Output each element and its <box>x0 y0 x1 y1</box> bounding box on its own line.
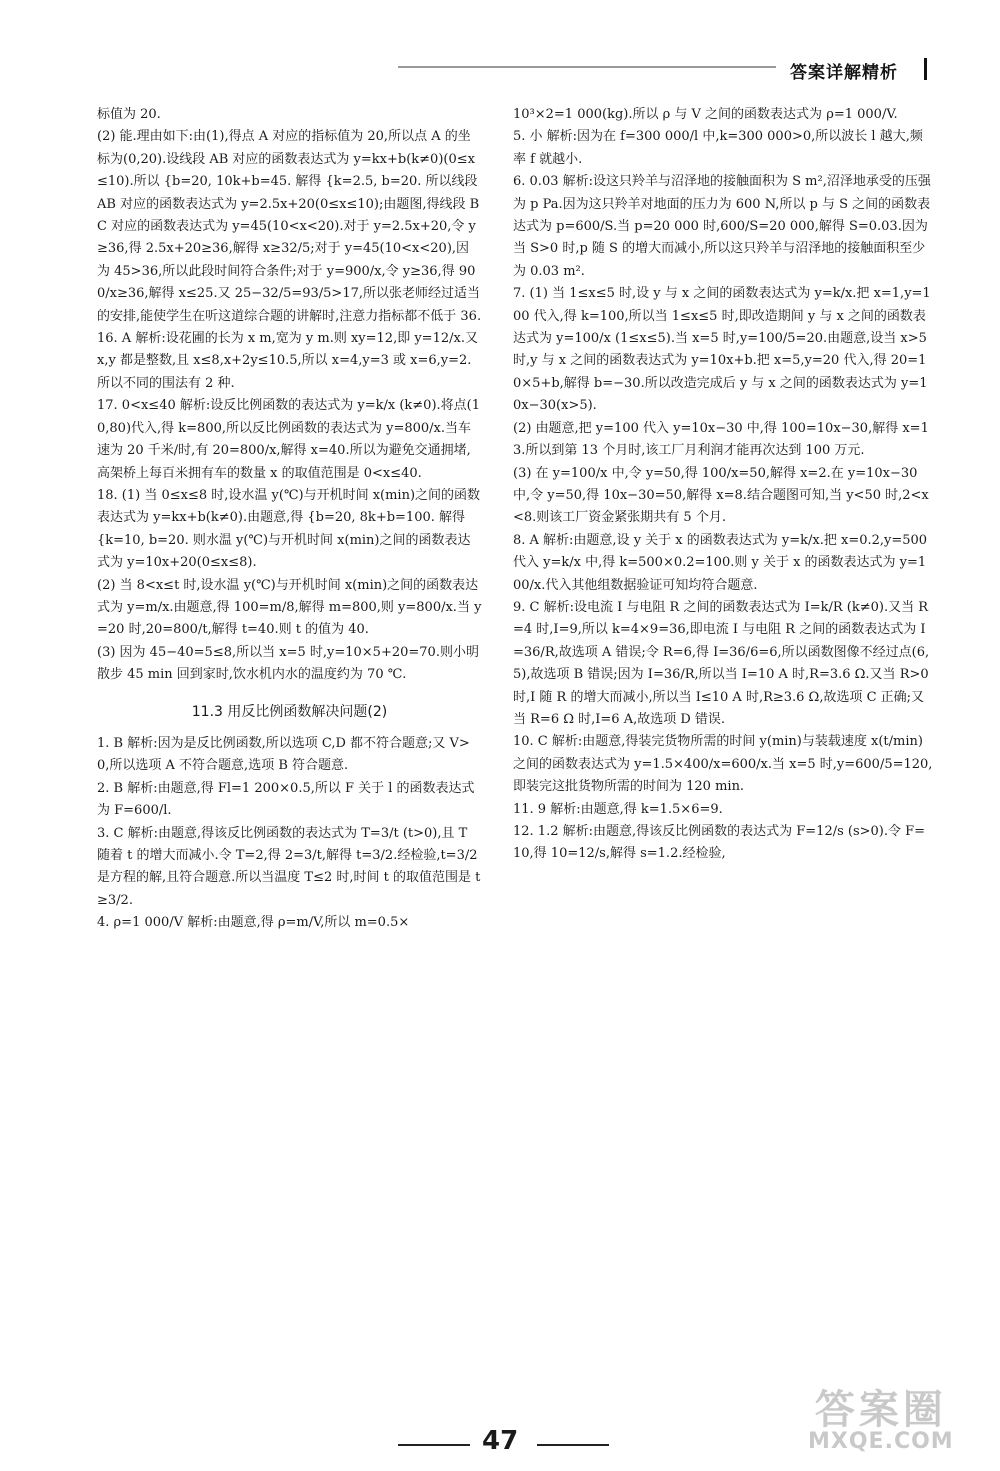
answer-7-part1: 7. (1) 当 1≤x≤5 时,设 y 与 x 之间的函数表达式为 y=k/x.把 x=1,y=100 代入,得 k=100,所以当 1≤x≤5 时,即改造期间 y 与 x 之间的函数表达式为 y=100/x (1≤x≤5).当 x=5 时,y=100/5=20.由题意,设当 x>5 时,y 与 x 之间的函数表达式为 y=10x+b.把 x=5,y=20 代入,得 20=10×5+b,解得 b=−30.所以改造完成后 y 与 x 之间的函数表达式为 y=10x−30(x>5). <box>513 286 932 414</box>
answer-12: 12. 1.2 解析:由题意,得该反比例函数的表达式为 F=12/s (s>0).令 F=10,得 10=12/s,解得 s=1.2.经检验, <box>513 824 926 862</box>
answer-18-part3: (3) 因为 45−40=5≤8,所以当 x=5 时,y=10×5+20=70.则小明散步 45 min 回到家时,饮水机内水的温度约为 70 ℃. <box>97 644 479 683</box>
answer-18-part1: 18. (1) 当 0≤x≤8 时,设水温 y(℃)与开机时间 x(min)之间的函数表达式为 y=kx+b(k≠0).由题意,得 {b=20, 8k+b=100. 解得 {k=10, b=20. 则水温 y(℃)与开机时间 x(min)之间的函数表达式为 y=10x+20(0≤x≤8). <box>97 487 481 571</box>
watermark-text: 答案圈 <box>814 1387 947 1433</box>
answer-paragraph: 标值为 20. <box>97 107 161 122</box>
answer-paragraph: (2) 能.理由如下:由(1),得点 A 对应的指标值为 20,所以点 A 的坐标为(0,20).设线段 AB 对应的函数表达式为 y=kx+b(k≠0)(0≤x≤10).所以 {b=20, 10k+b=45. 解得 {k=2.5, b=20. 所以线段 AB 对应的函数表达式为 y=2.5x+20(0≤x≤10);由题图,得线段 BC 对应的函数表达式为 y=45(10<x<20).对于 y=2.5x+20,令 y≥36,得 2.5x+20≥36,解得 x≥32/5;对于 y=45(10<x<20),因为 45>36,所以此段时间符合条件;对于 y=900/x,令 y≥36,得 900/x≥36,解得 x≤25.又 25−32/5=93/5>17,所以张老师经过适当的安排,能使学生在听这道综合题的讲解时,注意力指标都不低于 36. <box>97 129 482 324</box>
answer-7-part3: (3) 在 y=100/x 中,令 y=50,得 100/x=50,解得 x=2.在 y=10x−30 中,令 y=50,得 10x−30=50,解得 x=8.结合题图可知,当 y<50 时,2<x<8.则该工厂资金紧张期共有 5 个月. <box>513 465 929 526</box>
page-number: 47 <box>482 1426 519 1456</box>
answer-8: 8. A 解析:由题意,设 y 关于 x 的函数表达式为 y=k/x.把 x=0.2,y=500 代入 y=k/x 中,得 k=500×0.2=100.则 y 关于 x 的函数表达式为 y=100/x.代入其他组数据验证可知均符合题意. <box>513 532 932 593</box>
answer-6: 6. 0.03 解析:设这只羚羊与沼泽地的接触面积为 S m²,沼泽地承受的压强为 p Pa.因为这只羚羊对地面的压力为 600 N,所以 p 与 S 之间的函数表达式为 p=600/S.当 p=20 000 时,600/S=20 000,解得 S=0.03.因为当 S>0 时,p 随 S 的增大而减小,所以这只羚羊与沼泽地的接触面积至少为 0.03 m². <box>513 174 931 279</box>
answer-11: 11. 9 解析:由题意,得 k=1.5×6=9. <box>513 801 723 817</box>
answer-16: 16. A 解析:设花圃的长为 x m,宽为 y m.则 xy=12,即 y=12/x.又 x,y 都是整数,且 x≤8,x+2y≤10.5,所以 x=4,y=3 或 x=6,y=2.所以不同的围法有 2 种. <box>97 331 483 391</box>
answer-17: 17. 0<x≤40 解析:设反比例函数的表达式为 y=k/x (k≠0).将点(10,80)代入,得 k=800,所以反比例函数的表达式为 y=800/x.当车速为 20 千米/时,有 20=800/x,解得 x=40.所以为避免交通拥堵,高架桥上每百米拥有车的数量 x 的取值范围是 0<x≤40. <box>97 398 480 481</box>
answer-10: 10. C 解析:由题意,得装完货物所需的时间 y(min)与装载速度 x(t/min)之间的函数表达式为 y=1.5×400/x=600/x.当 x=5 时,y=600/5=120,即装完这批货物所需的时间为 120 min. <box>513 734 933 795</box>
answer-4: 4. ρ=1 000/V 解析:由题意,得 ρ=m/V,所以 m=0.5× <box>97 915 410 931</box>
left-column <box>97 104 482 935</box>
watermark-url: MXQE.COM <box>808 1429 954 1454</box>
answer-2: 2. B 解析:由题意,得 Fl=1 200×0.5,所以 F 关于 l 的函数表达式为 F=600/l. <box>97 780 475 819</box>
answer-3: 3. C 解析:由题意,得该反比例函数的表达式为 T=3/t (t>0),且 T 随着 t 的增大而减小.令 T=2,得 2=3/t,解得 t=3/2.经检验,t=3/2 是方程的解,且符合题意.所以当温度 T≤2 时,时间 t 的取值范围是 t≥3/2. <box>97 825 482 908</box>
page-number-rule-right <box>537 1444 609 1446</box>
answer-4-cont: 10³×2=1 000(kg).所以 ρ 与 V 之间的函数表达式为 ρ=1 000/V. <box>513 107 898 122</box>
answer-18-part2: (2) 当 8<x≤t 时,设水温 y(℃)与开机时间 x(min)之间的函数表达式为 y=m/x.由题意,得 100=m/8,解得 m=800,则 y=800/x.当 y=20 时,20=800/t,解得 t=40.则 t 的值为 40. <box>97 577 482 638</box>
section-title: 11.3 用反比例函数解决问题(2) <box>191 703 388 720</box>
header-title: 答案详解精析 <box>790 63 898 83</box>
header-bracket <box>924 58 927 80</box>
header-rule <box>398 66 776 68</box>
right-column <box>513 104 933 866</box>
watermark-logo <box>808 1378 954 1454</box>
answer-9: 9. C 解析:设电流 I 与电阻 R 之间的函数表达式为 I=k/R (k≠0).又当 R=4 时,I=9,所以 k=4×9=36,即电流 I 与电阻 R 之间的函数表达式为 I=36/R,故选项 A 错误;令 R=6,得 I=36/6=6,所以函数图像不经过点(6,5),故选项 B 错误;因为 I=36/R,所以当 I=10 A 时,R=3.6 Ω.又当 R>0 时,I 随 R 的增大而减小,所以当 I≤10 A 时,R≥3.6 Ω,故选项 C 正确;又当 R=6 Ω 时,I=6 A,故选项 D 错误. <box>513 599 933 727</box>
answer-7-part2: (2) 由题意,把 y=100 代入 y=10x−30 中,得 100=10x−30,解得 x=13.所以到第 13 个月时,该工厂月利润才能再次达到 100 万元. <box>513 420 929 459</box>
answer-5: 5. 小 解析:因为在 f=300 000/l 中,k=300 000>0,所以波长 l 越大,频率 f 就越小. <box>513 129 923 167</box>
answer-1: 1. B 解析:因为是反比例函数,所以选项 C,D 都不符合题意;又 V>0,所以选项 A 不符合题意,选项 B 符合题意. <box>97 735 470 774</box>
page-number-rule-left <box>398 1444 470 1446</box>
